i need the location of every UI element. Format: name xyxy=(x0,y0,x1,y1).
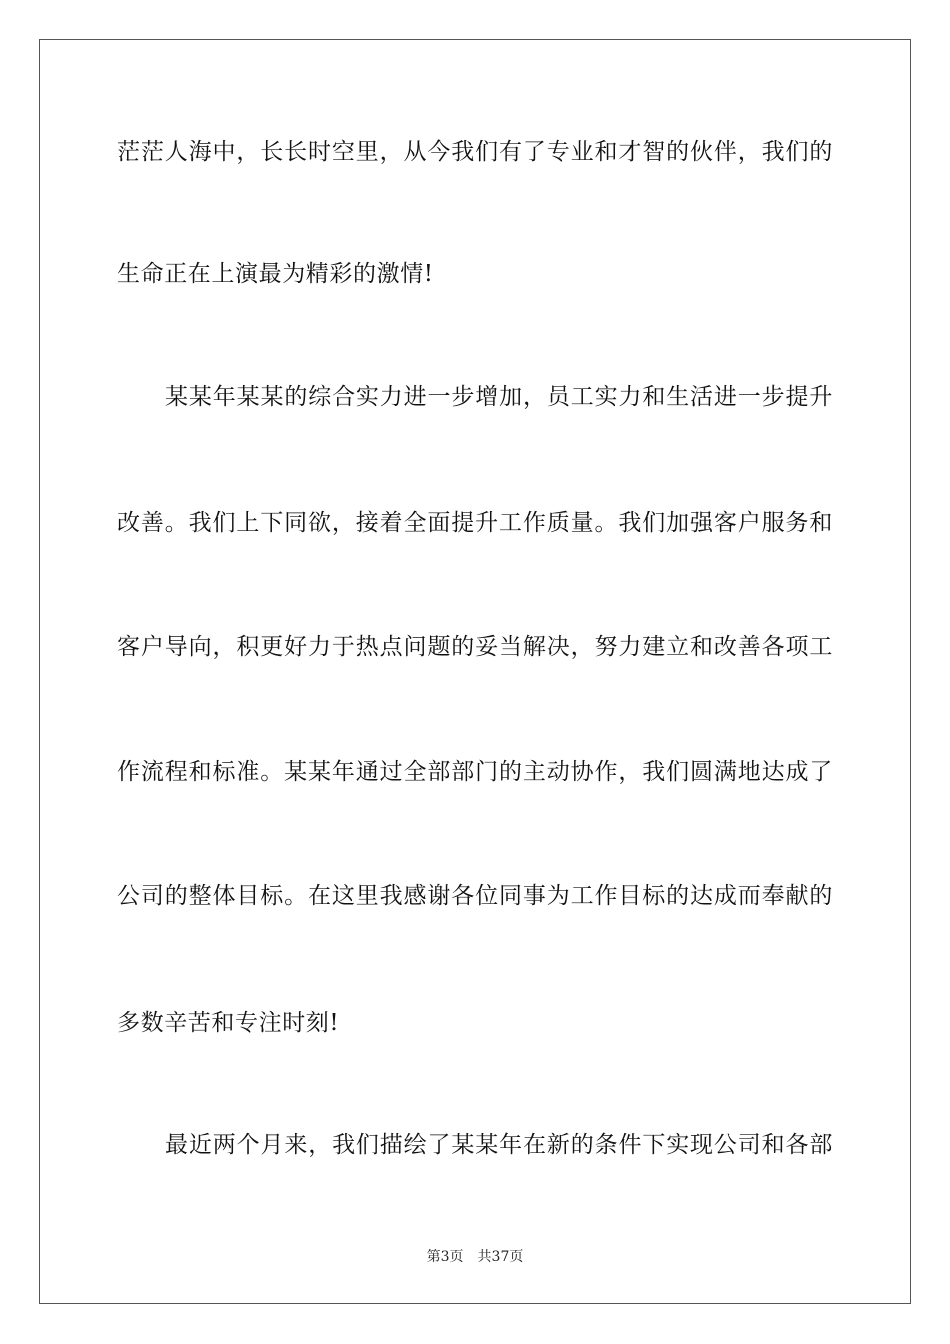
page-total: 共37页 xyxy=(477,1249,524,1265)
text-line-6: 作流程和标准。某某年通过全部部门的主动协作，我们圆满地达成了 xyxy=(117,759,833,785)
page-footer xyxy=(0,1248,950,1266)
text-line-8: 多数辛苦和专注时刻! xyxy=(117,1010,340,1036)
text-line-7: 公司的整体目标。在这里我感谢各位同事为工作目标的达成而奉献的 xyxy=(117,883,833,909)
text-line-2: 生命正在上演最为精彩的激情! xyxy=(117,261,434,287)
text-line-9: 最近两个月来，我们描绘了某某年在新的条件下实现公司和各部 xyxy=(165,1132,833,1158)
text-line-4: 改善。我们上下同欲，接着全面提升工作质量。我们加强客户服务和 xyxy=(117,510,833,536)
page-number: 第3页 xyxy=(426,1249,464,1265)
text-line-5: 客户导向，积更好力于热点问题的妥当解决，努力建立和改善各项工 xyxy=(117,634,833,660)
text-line-3: 某某年某某的综合实力进一步增加，员工实力和生活进一步提升 xyxy=(165,384,833,410)
page-border xyxy=(39,39,911,1304)
text-line-1: 茫茫人海中，长长时空里，从今我们有了专业和才智的伙伴，我们的 xyxy=(117,139,833,165)
